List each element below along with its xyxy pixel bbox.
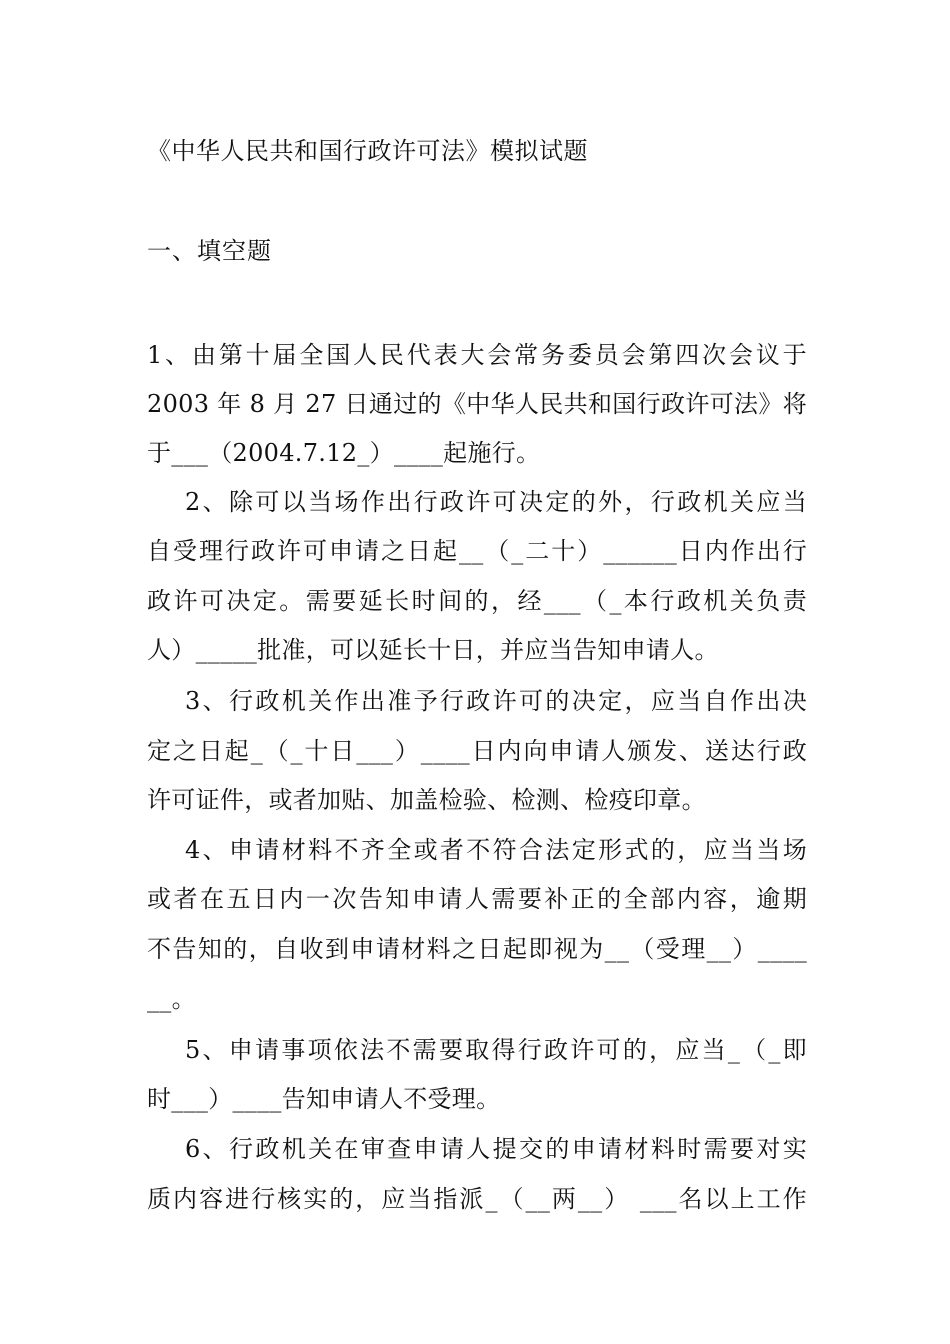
question-3-line-2: 定之日起_（_十日___）____日内向申请人颁发、送达行政 [147,737,807,765]
question-2-line-2: 自受理行政许可申请之日起__（_二十）______日内作出行 [147,537,807,565]
question-6-line-2: 质内容进行核实的，应当指派_（__两__） ___名以上工作 [147,1185,807,1213]
question-1-line-2: 2003 年 8 月 27 日通过的《中华人民共和国行政许可法》将 [147,390,807,418]
section-heading: 一、填空题 [147,237,272,265]
question-4-line-4: __。 [147,985,196,1013]
question-2-line-3: 政许可决定。需要延长时间的，经___（_本行政机关负责 [147,587,807,615]
question-4-line-2: 或者在五日内一次告知申请人需要补正的全部内容，逾期 [147,885,807,913]
question-4-line-1: 4、申请材料不齐全或者不符合法定形式的，应当当场 [185,836,807,864]
question-3-line-3: 许可证件，或者加贴、加盖检验、检测、检疫印章。 [147,786,706,814]
question-5-line-2: 时___）____告知申请人不受理。 [147,1085,501,1113]
question-6-line-1: 6、行政机关在审查申请人提交的申请材料时需要对实 [185,1135,807,1163]
question-2-line-1: 2、除可以当场作出行政许可决定的外，行政机关应当 [185,488,807,516]
question-2-line-4: 人）_____批准，可以延长十日，并应当告知申请人。 [147,636,719,664]
question-1-line-1: 1、由第十届全国人民代表大会常务委员会第四次会议于 [147,341,807,369]
question-5-line-1: 5、申请事项依法不需要取得行政许可的，应当_（_即 [185,1036,807,1064]
question-4-line-3: 不告知的，自收到申请材料之日起即视为__（受理__）____ [147,935,807,963]
question-1-line-3: 于___（2004.7.12_）____起施行。 [147,439,541,467]
question-3-line-1: 3、行政机关作出准予行政许可的决定，应当自作出决 [185,687,807,715]
document-title: 《中华人民共和国行政许可法》模拟试题 [147,137,588,165]
